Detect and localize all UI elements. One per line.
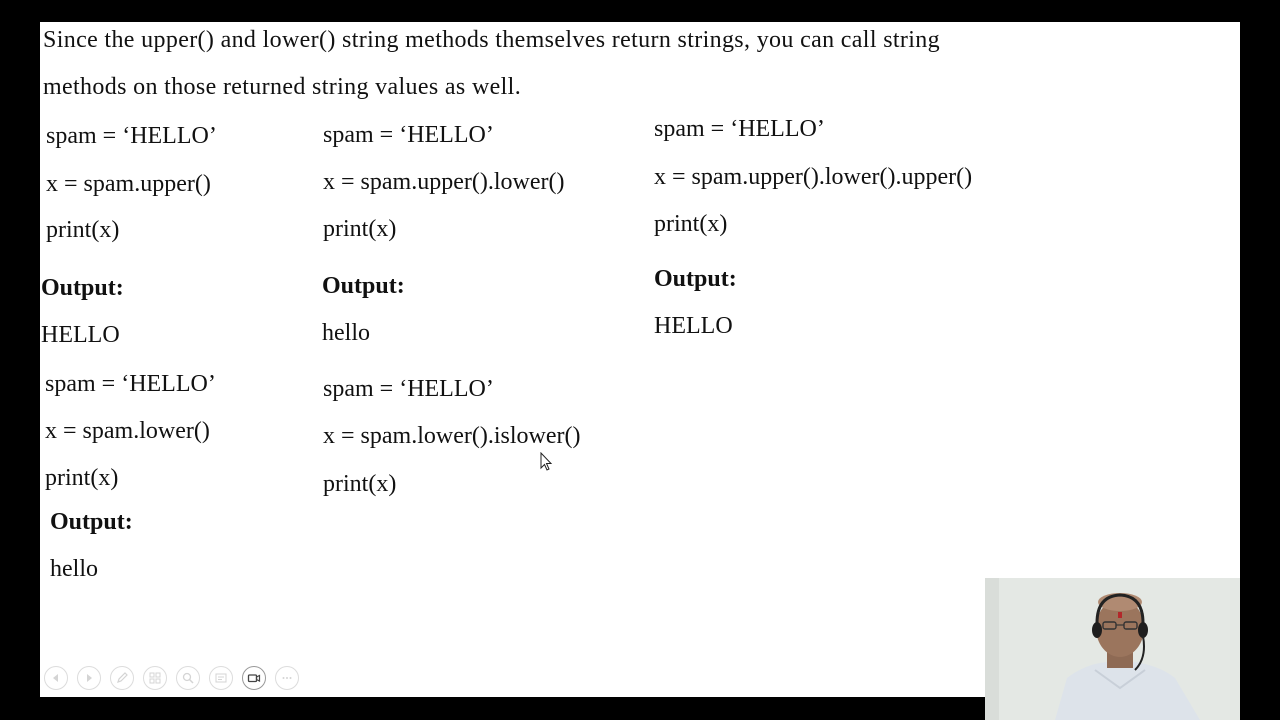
intro-text-line1: Since the upper() and lower() string methods themselves return strings, you can call string (43, 27, 940, 53)
pen-icon[interactable] (110, 666, 134, 690)
code-line: print(x) (45, 465, 119, 491)
code-line: x = spam.upper() (46, 171, 211, 197)
code-line: x = spam.upper().lower() (323, 169, 565, 195)
slides-icon[interactable] (143, 666, 167, 690)
output-label: Output: (654, 266, 737, 292)
output-label: Output: (322, 273, 405, 299)
slideshow-toolbar (40, 666, 299, 692)
code-line: spam = ‘HELLO’ (45, 371, 216, 397)
previous-icon[interactable] (44, 666, 68, 690)
output-label: Output: (50, 509, 133, 535)
presenter-webcam (985, 578, 1240, 720)
output-value: HELLO (654, 313, 733, 339)
output-label: Output: (41, 275, 124, 301)
next-icon[interactable] (77, 666, 101, 690)
output-value: HELLO (41, 322, 120, 348)
presenter-image (985, 578, 1240, 720)
more-icon[interactable] (275, 666, 299, 690)
intro-text-line2: methods on those returned string values as well. (43, 74, 522, 100)
code-line: x = spam.upper().lower().upper() (654, 164, 973, 190)
code-line: print(x) (323, 216, 397, 242)
subtitles-icon[interactable] (209, 666, 233, 690)
code-line: spam = ‘HELLO’ (46, 123, 217, 149)
code-line: x = spam.lower().islower() (323, 423, 581, 449)
output-value: hello (50, 556, 98, 582)
code-line: spam = ‘HELLO’ (323, 122, 494, 148)
code-line: print(x) (46, 217, 120, 243)
mouse-cursor-icon (540, 452, 554, 472)
code-line: print(x) (323, 471, 397, 497)
code-line: x = spam.lower() (45, 418, 210, 444)
code-line: spam = ‘HELLO’ (323, 376, 494, 402)
zoom-icon[interactable] (176, 666, 200, 690)
camera-icon[interactable] (242, 666, 266, 690)
code-line: print(x) (654, 211, 728, 237)
output-value: hello (322, 320, 370, 346)
code-line: spam = ‘HELLO’ (654, 116, 825, 142)
